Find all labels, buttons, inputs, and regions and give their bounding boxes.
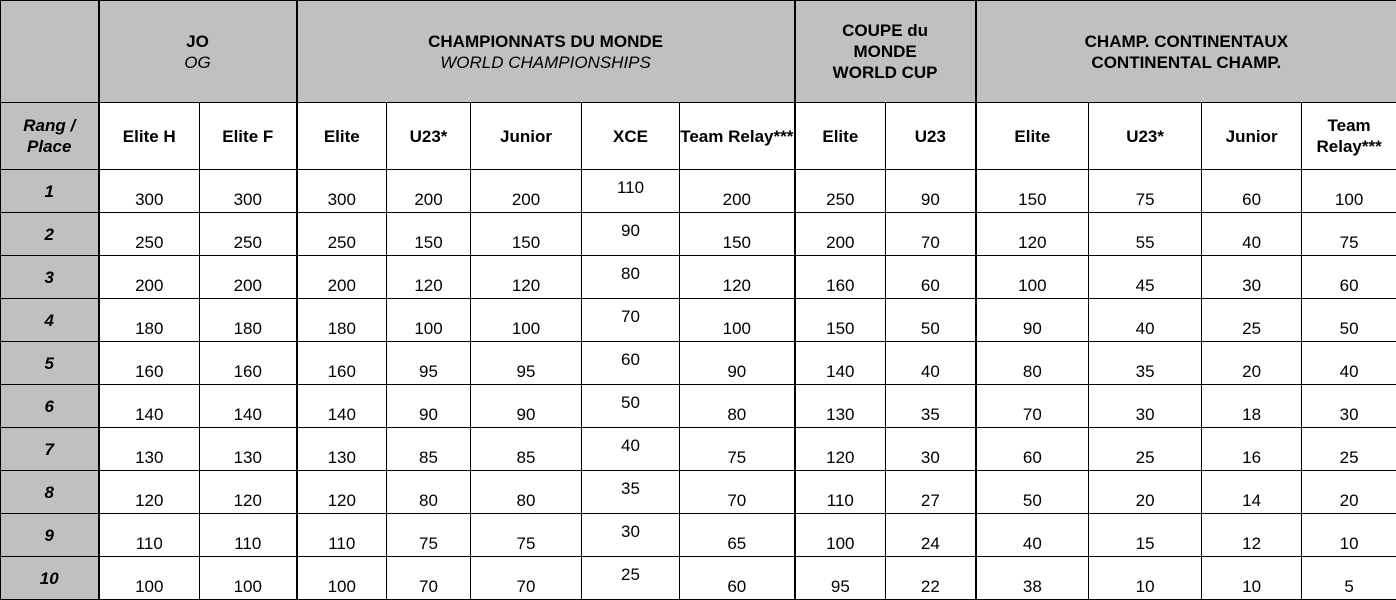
col-cont-team-relay-l1: Team	[1328, 116, 1371, 135]
points-cell: 55	[1089, 213, 1202, 256]
points-cell: 80	[680, 385, 795, 428]
points-cell: 40	[1089, 299, 1202, 342]
points-cell: 95	[471, 342, 582, 385]
rank-header-fr: Rang /	[23, 116, 75, 135]
rank-cell: 7	[1, 428, 99, 471]
points-cell: 40	[1302, 342, 1396, 385]
points-cell: 12	[1202, 514, 1302, 557]
points-cell: 120	[976, 213, 1089, 256]
table-row	[1, 385, 1396, 428]
points-cell: 160	[297, 342, 387, 385]
points-cell: 50	[976, 471, 1089, 514]
points-cell: 70	[976, 385, 1089, 428]
col-wc-team-relay-l1: Team	[680, 127, 723, 146]
table-row	[1, 428, 1396, 471]
points-cell: 200	[297, 256, 387, 299]
points-cell: 120	[680, 256, 795, 299]
points-cell: 120	[387, 256, 471, 299]
points-cell: 120	[99, 471, 200, 514]
group-continental-fr: CHAMP. CONTINENTAUX	[977, 31, 1396, 52]
points-cell: 95	[795, 557, 886, 600]
points-cell: 15	[1089, 514, 1202, 557]
points-cell: 150	[795, 299, 886, 342]
table-row	[1, 342, 1396, 385]
points-cell: 250	[200, 213, 297, 256]
points-cell: 5	[1302, 557, 1396, 600]
points-cell: 40	[976, 514, 1089, 557]
points-cell: 140	[297, 385, 387, 428]
points-cell: 50	[1302, 299, 1396, 342]
col-jo-elite-f: Elite F	[200, 103, 297, 170]
points-cell: 30	[582, 514, 680, 557]
group-worlds-en: WORLD CHAMPIONSHIPS	[298, 52, 794, 73]
points-cell: 18	[1202, 385, 1302, 428]
points-cell: 16	[1202, 428, 1302, 471]
col-cont-junior: Junior	[1202, 103, 1302, 170]
col-cont-team-relay	[1302, 103, 1396, 170]
points-cell: 60	[680, 557, 795, 600]
points-cell: 110	[200, 514, 297, 557]
points-cell: 45	[1089, 256, 1202, 299]
points-cell: 70	[471, 557, 582, 600]
points-cell: 180	[297, 299, 387, 342]
rank-header	[1, 103, 99, 170]
points-cell: 180	[99, 299, 200, 342]
rank-header-en: Place	[27, 137, 71, 156]
points-cell: 80	[471, 471, 582, 514]
points-cell: 65	[680, 514, 795, 557]
table-row	[1, 256, 1396, 299]
col-cont-u23: U23*	[1089, 103, 1202, 170]
points-cell: 110	[297, 514, 387, 557]
points-cell: 80	[582, 256, 680, 299]
points-cell: 300	[99, 170, 200, 213]
points-cell: 130	[200, 428, 297, 471]
points-cell: 22	[886, 557, 976, 600]
points-cell: 250	[795, 170, 886, 213]
points-cell: 70	[680, 471, 795, 514]
points-cell: 75	[1089, 170, 1202, 213]
points-cell: 100	[795, 514, 886, 557]
points-cell: 95	[387, 342, 471, 385]
points-cell: 90	[582, 213, 680, 256]
points-cell: 20	[1089, 471, 1202, 514]
points-cell: 150	[387, 213, 471, 256]
rank-cell: 9	[1, 514, 99, 557]
points-cell: 100	[976, 256, 1089, 299]
group-worldcup-l3: WORLD CUP	[796, 62, 975, 83]
points-cell: 30	[1089, 385, 1202, 428]
points-cell: 35	[582, 471, 680, 514]
points-cell: 80	[976, 342, 1089, 385]
col-cup-elite: Elite	[795, 103, 886, 170]
points-cell: 85	[471, 428, 582, 471]
points-cell: 27	[886, 471, 976, 514]
points-cell: 110	[99, 514, 200, 557]
points-cell: 10	[1089, 557, 1202, 600]
points-cell: 130	[297, 428, 387, 471]
col-cup-u23: U23	[886, 103, 976, 170]
column-header-row	[1, 103, 1396, 170]
points-cell: 50	[582, 385, 680, 428]
group-jo	[99, 1, 297, 103]
rank-cell: 8	[1, 471, 99, 514]
points-cell: 100	[297, 557, 387, 600]
points-cell: 90	[680, 342, 795, 385]
group-worlds-fr: CHAMPIONNATS DU MONDE	[298, 31, 794, 52]
col-wc-junior: Junior	[471, 103, 582, 170]
points-cell: 200	[200, 256, 297, 299]
table-body	[1, 170, 1396, 600]
points-cell: 100	[471, 299, 582, 342]
group-continental	[976, 1, 1396, 103]
points-cell: 60	[1202, 170, 1302, 213]
points-cell: 60	[1302, 256, 1396, 299]
table-row	[1, 471, 1396, 514]
points-cell: 75	[680, 428, 795, 471]
points-cell: 24	[886, 514, 976, 557]
points-cell: 70	[582, 299, 680, 342]
points-cell: 200	[680, 170, 795, 213]
points-cell: 120	[795, 428, 886, 471]
corner-cell	[1, 1, 99, 103]
points-cell: 25	[1089, 428, 1202, 471]
points-cell: 20	[1302, 471, 1396, 514]
points-cell: 90	[976, 299, 1089, 342]
group-header-row	[1, 1, 1396, 103]
points-cell: 200	[471, 170, 582, 213]
points-cell: 120	[297, 471, 387, 514]
points-cell: 40	[582, 428, 680, 471]
points-cell: 120	[200, 471, 297, 514]
table-row	[1, 170, 1396, 213]
table-row	[1, 213, 1396, 256]
points-cell: 10	[1302, 514, 1396, 557]
points-cell: 200	[387, 170, 471, 213]
points-cell: 110	[582, 170, 680, 213]
points-cell: 14	[1202, 471, 1302, 514]
rank-cell: 2	[1, 213, 99, 256]
points-cell: 140	[99, 385, 200, 428]
points-cell: 90	[471, 385, 582, 428]
points-cell: 35	[886, 385, 976, 428]
points-cell: 130	[99, 428, 200, 471]
points-cell: 70	[886, 213, 976, 256]
rank-cell: 10	[1, 557, 99, 600]
points-cell: 85	[387, 428, 471, 471]
points-cell: 150	[471, 213, 582, 256]
points-cell: 300	[297, 170, 387, 213]
points-cell: 40	[1202, 213, 1302, 256]
points-cell: 90	[387, 385, 471, 428]
col-wc-elite: Elite	[297, 103, 387, 170]
points-cell: 100	[200, 557, 297, 600]
rank-cell: 4	[1, 299, 99, 342]
points-cell: 80	[387, 471, 471, 514]
rank-cell: 1	[1, 170, 99, 213]
col-wc-team-relay-l2: Relay***	[728, 127, 793, 146]
points-cell: 60	[886, 256, 976, 299]
points-cell: 25	[1202, 299, 1302, 342]
points-cell: 150	[680, 213, 795, 256]
points-cell: 100	[99, 557, 200, 600]
col-cont-team-relay-l2: Relay***	[1316, 137, 1381, 156]
group-worldcup-l2: MONDE	[796, 41, 975, 62]
col-wc-u23: U23*	[387, 103, 471, 170]
points-cell: 160	[99, 342, 200, 385]
group-world-championships	[297, 1, 795, 103]
table-row	[1, 514, 1396, 557]
points-cell: 40	[886, 342, 976, 385]
points-cell: 70	[387, 557, 471, 600]
points-cell: 150	[976, 170, 1089, 213]
points-cell: 160	[795, 256, 886, 299]
rank-cell: 3	[1, 256, 99, 299]
points-cell: 20	[1202, 342, 1302, 385]
points-cell: 140	[795, 342, 886, 385]
points-cell: 75	[387, 514, 471, 557]
table-row	[1, 299, 1396, 342]
points-cell: 110	[795, 471, 886, 514]
points-cell: 250	[297, 213, 387, 256]
points-cell: 200	[99, 256, 200, 299]
points-cell: 25	[582, 557, 680, 600]
points-cell: 50	[886, 299, 976, 342]
points-cell: 100	[1302, 170, 1396, 213]
points-cell: 120	[471, 256, 582, 299]
points-cell: 75	[471, 514, 582, 557]
points-cell: 10	[1202, 557, 1302, 600]
points-cell: 38	[976, 557, 1089, 600]
group-jo-en: OG	[100, 52, 296, 73]
col-wc-team-relay	[680, 103, 795, 170]
rank-cell: 6	[1, 385, 99, 428]
points-cell: 25	[1302, 428, 1396, 471]
col-cont-elite: Elite	[976, 103, 1089, 170]
rank-cell: 5	[1, 342, 99, 385]
points-cell: 250	[99, 213, 200, 256]
group-jo-fr: JO	[100, 31, 296, 52]
points-cell: 30	[1202, 256, 1302, 299]
points-cell: 180	[200, 299, 297, 342]
col-jo-elite-h: Elite H	[99, 103, 200, 170]
col-wc-xce: XCE	[582, 103, 680, 170]
points-cell: 160	[200, 342, 297, 385]
table-row	[1, 557, 1396, 600]
points-cell: 30	[886, 428, 976, 471]
points-cell: 100	[387, 299, 471, 342]
points-cell: 60	[976, 428, 1089, 471]
group-world-cup	[795, 1, 976, 103]
points-cell: 130	[795, 385, 886, 428]
points-cell: 200	[795, 213, 886, 256]
group-worldcup-l1: COUPE du	[796, 20, 975, 41]
points-cell: 300	[200, 170, 297, 213]
points-cell: 100	[680, 299, 795, 342]
points-cell: 75	[1302, 213, 1396, 256]
points-cell: 35	[1089, 342, 1202, 385]
points-cell: 60	[582, 342, 680, 385]
points-cell: 140	[200, 385, 297, 428]
group-continental-en: CONTINENTAL CHAMP.	[977, 52, 1396, 73]
points-cell: 30	[1302, 385, 1396, 428]
points-cell: 90	[886, 170, 976, 213]
